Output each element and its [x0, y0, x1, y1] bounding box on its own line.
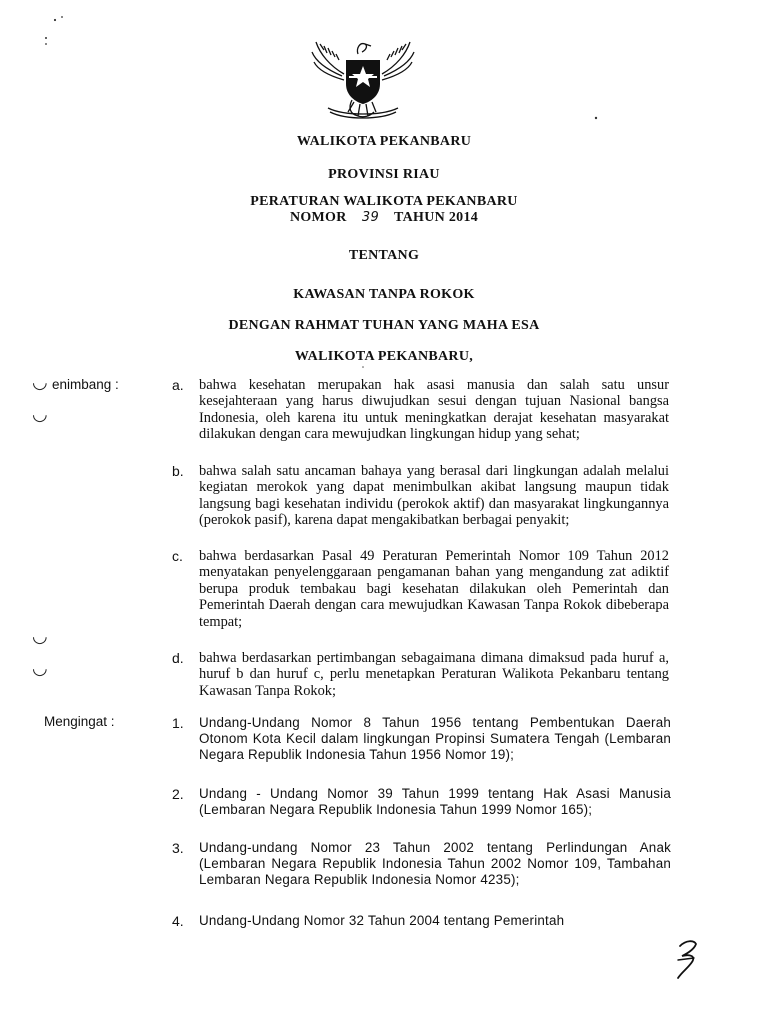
handwritten-initial-icon [672, 938, 702, 982]
mengingat-label: Mengingat : [44, 714, 115, 729]
garuda-emblem-icon [308, 36, 418, 120]
header-rahmat: DENGAN RAHMAT TUHAN YANG MAHA ESA [228, 318, 540, 333]
margin-artifact: ◡ [32, 404, 48, 425]
header-tentang: TENTANG [348, 248, 420, 263]
mengingat-marker-4: 4. [172, 913, 184, 929]
header-nomor-line [0, 210, 768, 226]
header-subject: KAWASAN TANPA ROKOK [293, 287, 475, 302]
menimbang-item-c: bahwa berdasarkan Pasal 49 Peraturan Pemerintah Nomor 109 Tahun 2012 menyatakan penyelenggaraan pengamanan bahan yang mengandung zat adiktif berupa produk tembakau bagi kesehatan dilakukan oleh Pemerintah dan Pemerintah Daerah dengan cara mewujudkan Kawasan Tanpa Rokok dibeberapa tempat; [199, 548, 669, 630]
margin-artifact: ◡ [32, 372, 48, 393]
mengingat-item-2: Undang - Undang Nomor 39 Tahun 1999 tentang Hak Asasi Manusia (Lembaran Negara Republik Indonesia Tahun 1999 Nomor 165); [199, 786, 671, 818]
margin-artifact: ◡ [32, 658, 48, 679]
menimbang-marker-d: d. [172, 650, 184, 666]
menimbang-item-b: bahwa salah satu ancaman bahaya yang berasal dari lingkungan adalah melalui kegiatan merokok yang dapat menimbulkan akibat langsung maupun tidak langsung bagi kesehatan individu (perokok aktif) dan masyarakat lingkungannya (perokok pasif), karena dapat mengakibatkan berbagai penyakit; [199, 463, 669, 529]
mengingat-item-3: Undang-undang Nomor 23 Tahun 2002 tentang Perlindungan Anak (Lembaran Negara Republik Indonesia Tahun 2002 Nomor 109, Tambahan Lembaran Negara Republik Indonesia Nomor 4235); [199, 840, 671, 888]
header-mayor: WALIKOTA PEKANBARU [296, 134, 472, 149]
mengingat-marker-2: 2. [172, 786, 184, 802]
menimbang-marker-b: b. [172, 463, 184, 479]
menimbang-marker-a: a. [172, 377, 184, 393]
mengingat-item-1: Undang-Undang Nomor 8 Tahun 1956 tentang Pembentukan Daerah Otonom Kota Kecil dalam lingkungan Propinsi Sumatera Tengah (Lembaran Negara Republik Indonesia Tahun 1956 Nomor 19); [199, 715, 671, 763]
tahun-label: TAHUN 2014 [394, 210, 479, 225]
menimbang-item-a: bahwa kesehatan merupakan hak asasi manusia dan salah satu unsur kesejahteraan yang harus diwujudkan sesui dengan tujuan Nasional bangsa Indonesia, oleh karena itu untuk meningkatkan derajat kesehatan masyarakat dilakukan dengan cara mewujudkan lingkungan hidup yang sehat; [199, 377, 669, 443]
mengingat-item-4: Undang-Undang Nomor 32 Tahun 2004 tentang Pemerintah [199, 913, 565, 928]
nomor-value: 39 [361, 210, 380, 225]
header-mayor-comma: WALIKOTA PEKANBARU, [294, 349, 474, 364]
margin-artifact: ◡ [32, 626, 48, 647]
mengingat-marker-1: 1. [172, 715, 184, 731]
header-province: PROVINSI RIAU [328, 167, 440, 182]
nomor-label: NOMOR [289, 210, 347, 225]
mengingat-marker-3: 3. [172, 840, 184, 856]
menimbang-label: enimbang : [52, 377, 119, 392]
menimbang-item-d: bahwa berdasarkan pertimbangan sebagaimana dimana dimaksud pada huruf a, huruf b dan huruf c, perlu menetapkan Peraturan Walikota Pekanbaru tentang Kawasan Tanpa Rokok; [199, 650, 669, 699]
menimbang-marker-c: c. [172, 548, 183, 564]
header-regulation: PERATURAN WALIKOTA PEKANBARU [250, 194, 518, 209]
